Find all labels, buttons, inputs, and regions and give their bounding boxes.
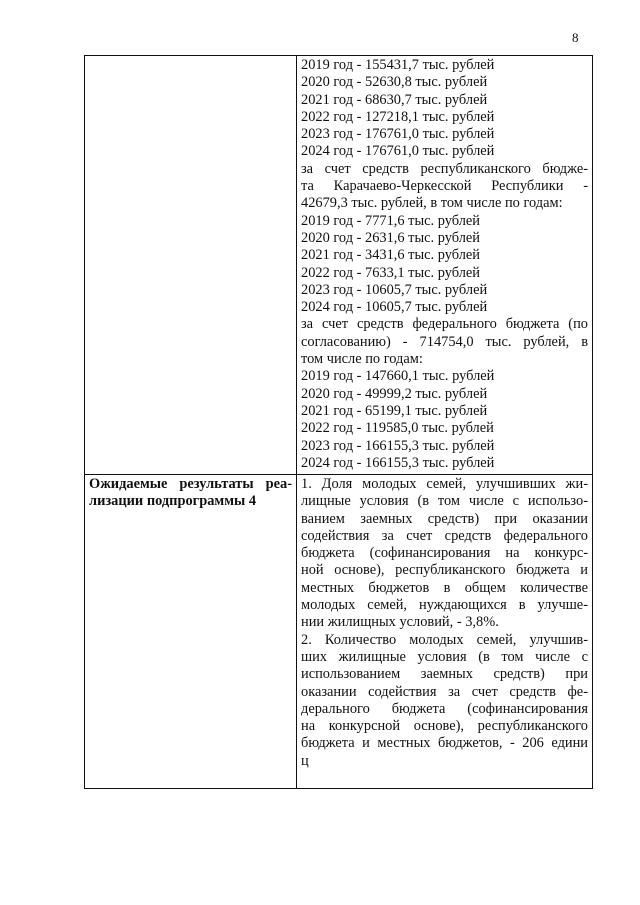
funding-line: 2020 год - 49999,2 тыс. рублей	[301, 385, 488, 402]
result-line: использованием заемных средств) при	[301, 666, 588, 683]
row-label-cell	[85, 56, 297, 475]
funding-line: та Карачаево-Черкесской Республики -	[301, 178, 588, 195]
table-row-funding	[85, 56, 593, 475]
funding-cell	[297, 56, 593, 475]
row-label-line: лизации подпрограммы 4	[89, 493, 257, 510]
funding-line: 2023 год - 176761,0 тыс. рублей	[301, 126, 495, 143]
result-line: ванием заемных средств) при оказании	[301, 510, 588, 527]
funding-line: за счет средств республиканского бюдже-	[301, 160, 588, 177]
funding-line: 2019 год - 7771,6 тыс. рублей	[301, 212, 480, 229]
funding-line: 2023 год - 166155,3 тыс. рублей	[301, 437, 495, 454]
result-line: дерального бюджета (софинансирования	[301, 700, 588, 717]
funding-line: 2024 год - 10605,7 тыс. рублей	[301, 299, 488, 316]
funding-line: 2022 год - 127218,1 тыс. рублей	[301, 108, 495, 125]
funding-line: 2020 год - 2631,6 тыс. рублей	[301, 229, 480, 246]
funding-line: 2024 год - 166155,3 тыс. рублей	[301, 454, 495, 471]
funding-line: 2020 год - 52630,8 тыс. рублей	[301, 74, 488, 91]
result-line: ной основе), республиканского бюджета и	[301, 562, 588, 579]
funding-line: 2024 год - 176761,0 тыс. рублей	[301, 143, 495, 160]
funding-line: 2022 год - 7633,1 тыс. рублей	[301, 264, 480, 281]
funding-line: 42679,3 тыс. рублей, в том числе по годам:	[301, 195, 563, 212]
result-line: ц	[301, 752, 309, 769]
result-line: ших жилищные условия (в том числе с	[301, 648, 588, 665]
funding-line: 2021 год - 65199,1 тыс. рублей	[301, 402, 488, 419]
row-label-line: Ожидаемые результаты реа-	[89, 476, 292, 492]
funding-line: 2019 год - 155431,7 тыс. рублей	[301, 57, 495, 73]
result-line: лищные условия (в том числе с использо-	[301, 493, 588, 510]
result-line: бюджета (софинансирования на конкурс-	[301, 545, 588, 562]
funding-line: согласованию) - 714754,0 тыс. рублей, в	[301, 333, 588, 350]
funding-line: 2023 год - 10605,7 тыс. рублей	[301, 281, 488, 298]
row-label-cell	[85, 475, 297, 789]
result-line: 1. Доля молодых семей, улучшивших жи-	[301, 476, 588, 492]
funding-line: 2022 год - 119585,0 тыс. рублей	[301, 420, 494, 437]
result-line: 2. Количество молодых семей, улучшив-	[301, 631, 588, 648]
funding-line: 2021 год - 68630,7 тыс. рублей	[301, 91, 488, 108]
funding-line: 2019 год - 147660,1 тыс. рублей	[301, 368, 495, 385]
funding-line: 2021 год - 3431,6 тыс. рублей	[301, 247, 480, 264]
result-line: нии жилищных условий, - 3,8%.	[301, 614, 499, 631]
result-line: бюджета и местных бюджетов, - 206 едини	[301, 735, 588, 752]
expected-results-cell	[297, 475, 593, 789]
result-line: содействия за счет средств федерального	[301, 527, 588, 544]
subprogram-table	[84, 55, 593, 789]
result-line: на конкурсной основе), республиканского	[301, 718, 588, 735]
result-line: местных бюджетов в общем количестве	[301, 579, 588, 596]
table-row-expected-results	[85, 475, 593, 789]
result-line: молодых семей, нуждающихся в улучше-	[301, 597, 588, 614]
funding-line: за счет средств федерального бюджета (по	[301, 316, 588, 333]
funding-line: том числе по годам:	[301, 351, 423, 368]
result-line: оказании содействия за счет средств фе-	[301, 683, 588, 700]
page-number: 8	[572, 30, 579, 45]
